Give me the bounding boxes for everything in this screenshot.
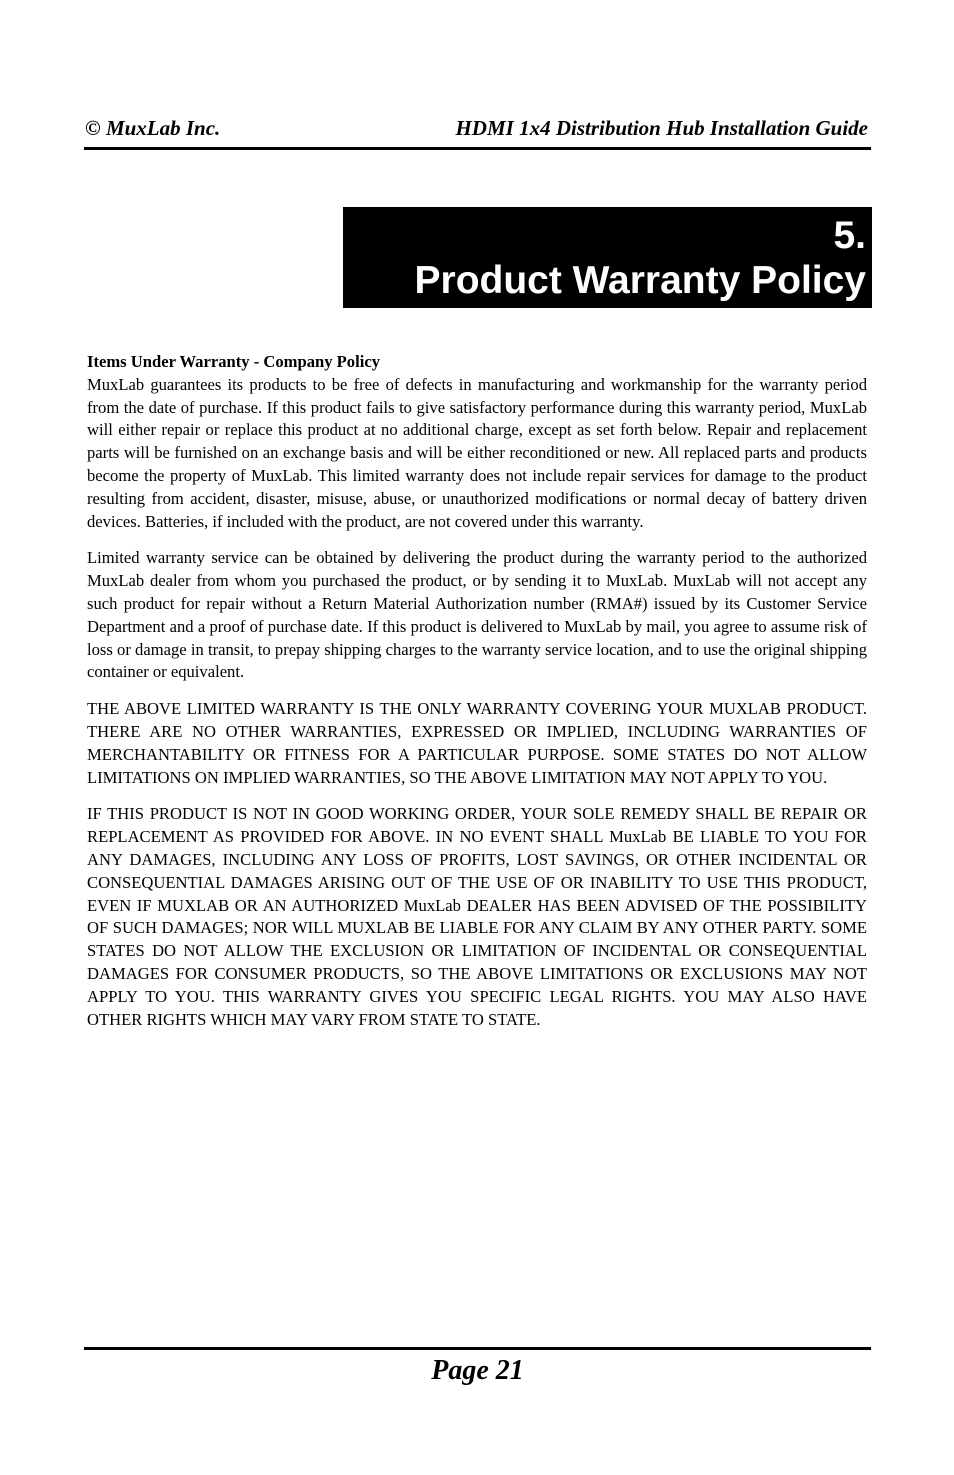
body-content: [87, 351, 867, 1045]
header-company: © MuxLab Inc.: [85, 116, 221, 140]
page-header: [85, 116, 868, 146]
chapter-heading: [343, 207, 872, 308]
paragraph: Limited warranty service can be obtained by delivering the product during the warranty period to the authorized MuxLab dealer from whom you purchased the product, or by sending it to MuxLab. MuxLab will not accept any such product for repair without a Return Material Authorization number (RMA#) issued by its Customer Service Department and a proof of purchase date. If this product is delivered to MuxLab by mail, you agree to assume risk of loss or damage in transit, to prepay shipping charges to the warranty service location, and to use the original shipping container or equivalent.: [87, 548, 867, 682]
section-title: Items Under Warranty - Company Policy: [87, 352, 380, 371]
header-rule: [84, 147, 871, 150]
chapter-number: 5.: [833, 214, 866, 257]
paragraph: THE ABOVE LIMITED WARRANTY IS THE ONLY WARRANTY COVERING YOUR MUXLAB PRODUCT. THERE ARE NO OTHER WARRANTIES, EXPRESSED OR IMPLIED, INCLUDING WARRANTIES OF MERCHANTABILITY OR FITNESS FOR A PARTICULAR PURPOSE. SOME STATES DO NOT ALLOW LIMITATIONS ON IMPLIED WARRANTIES, SO THE ABOVE LIMITATION MAY NOT APPLY TO YOU.: [87, 699, 867, 787]
page-number: Page 21: [431, 1355, 524, 1386]
paragraph: MuxLab guarantees its products to be free of defects in manufacturing and workmanship for the warranty period from the date of purchase. If this product fails to give satisfactory performance during this warranty period, MuxLab will either repair or replace this product at no additional charge, except as set forth below. Repair and replacement parts will be furnished on an exchange basis and will be either reconditioned or new. All replaced parts and products become the property of MuxLab. This limited warranty does not include repair services for damage to the product resulting from accident, disaster, misuse, abuse, or unauthorized modifications or normal decay of battery driven devices. Batteries, if included with the product, are not covered under this warranty.: [87, 374, 867, 531]
footer-rule: [84, 1347, 871, 1350]
header-document-title: HDMI 1x4 Distribution Hub Installation Guide: [455, 116, 868, 140]
chapter-title: Product Warranty Policy: [414, 259, 866, 302]
paragraph: IF THIS PRODUCT IS NOT IN GOOD WORKING ORDER, YOUR SOLE REMEDY SHALL BE REPAIR OR REPLACEMENT AS PROVIDED FOR ABOVE. IN NO EVENT SHALL MuxLab BE LIABLE TO YOU FOR ANY DAMAGES, INCLUDING ANY LOSS OF PROFITS, LOST SAVINGS, OR OTHER INCIDENTAL OR CONSEQUENTIAL DAMAGES ARISING OUT OF THE USE OF OR INABILITY TO USE THIS PRODUCT, EVEN IF MUXLAB OR AN AUTHORIZED MuxLab DEALER HAS BEEN ADVISED OF THE POSSIBILITY OF SUCH DAMAGES; NOR WILL MUXLAB BE LIABLE FOR ANY CLAIM BY ANY OTHER PARTY. SOME STATES DO NOT ALLOW THE EXCLUSION OR LIMITATION OF INCIDENTAL OR CONSEQUENTIAL DAMAGES FOR CONSUMER PRODUCTS, SO THE ABOVE LIMITATIONS OR EXCLUSIONS MAY NOT APPLY TO YOU. THIS WARRANTY GIVES YOU SPECIFIC LEGAL RIGHTS. YOU MAY ALSO HAVE OTHER RIGHTS WHICH MAY VARY FROM STATE TO STATE.: [87, 804, 867, 1029]
